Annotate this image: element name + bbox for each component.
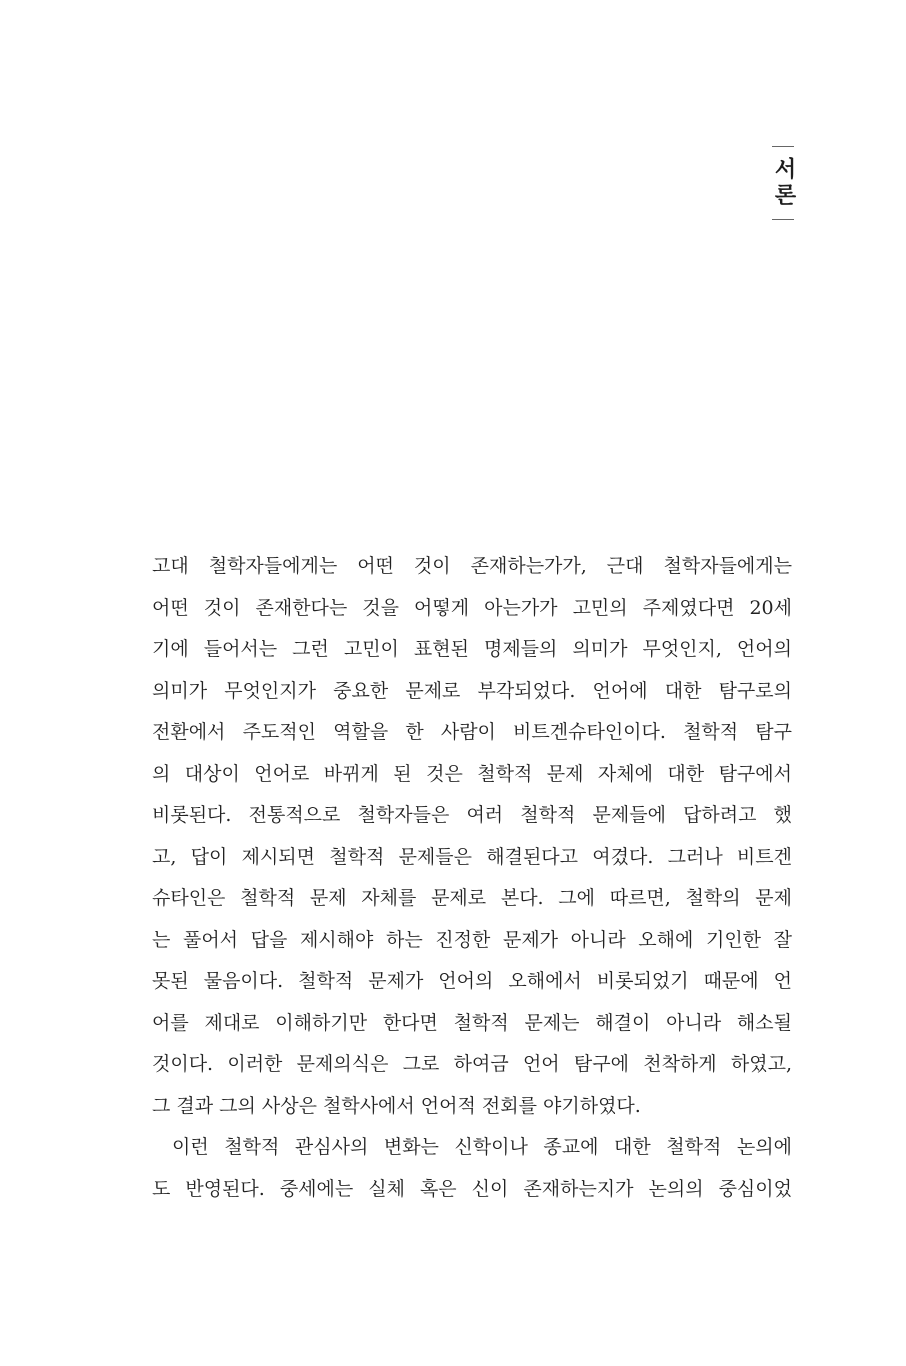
text-line: 는 풀어서 답을 제시해야 하는 진정한 문제가 아니라 오해에 기인한 잘	[152, 928, 792, 951]
chapter-rule-top	[772, 146, 794, 147]
chapter-title: 서론	[771, 157, 796, 209]
chapter-heading	[766, 146, 800, 220]
paragraph-1	[152, 546, 792, 1127]
chapter-rule-bottom	[772, 219, 794, 220]
text-line: 못된 물음이다. 철학적 문제가 언어의 오해에서 비롯되었기 때문에 언	[152, 970, 792, 992]
text-line: 고대 철학자들에게는 어떤 것이 존재하는가가, 근대 철학자들에게는	[152, 555, 792, 577]
text-line: 어떤 것이 존재한다는 것을 어떻게 아는가가 고민의 주제였다면 20세	[152, 596, 792, 619]
text-line: 의 대상이 언어로 바뀌게 된 것은 철학적 문제 자체에 대한 탐구에서	[152, 762, 792, 785]
text-line: 도 반영된다. 중세에는 실체 혹은 신이 존재하는지가 논의의 중심이었	[152, 1177, 792, 1200]
text-line: 이런 철학적 관심사의 변화는 신학이나 종교에 대한 철학적 논의에	[172, 1136, 792, 1158]
paragraph-2	[152, 1127, 792, 1210]
text-line: 전환에서 주도적인 역할을 한 사람이 비트겐슈타인이다. 철학적 탐구	[152, 721, 792, 743]
text-line: 의미가 무엇인지가 중요한 문제로 부각되었다. 언어에 대한 탐구로의	[152, 679, 792, 702]
text-line: 슈타인은 철학적 문제 자체를 문제로 본다. 그에 따르면, 철학의 문제	[152, 887, 792, 909]
body-text	[152, 546, 792, 1210]
text-line: 그 결과 그의 사상은 철학사에서 언어적 전회를 야기하였다.	[152, 1094, 641, 1117]
text-line: 비롯된다. 전통적으로 철학자들은 여러 철학적 문제들에 답하려고 했	[152, 804, 792, 826]
text-line: 기에 들어서는 그런 고민이 표현된 명제들의 의미가 무엇인지, 언어의	[152, 638, 792, 660]
text-line: 것이다. 이러한 문제의식은 그로 하여금 언어 탐구에 천착하게 하였고,	[152, 1053, 792, 1075]
text-line: 고, 답이 제시되면 철학적 문제들은 해결된다고 여겼다. 그러나 비트겐	[152, 845, 792, 868]
text-line: 어를 제대로 이해하기만 한다면 철학적 문제는 해결이 아니라 해소될	[152, 1011, 792, 1034]
